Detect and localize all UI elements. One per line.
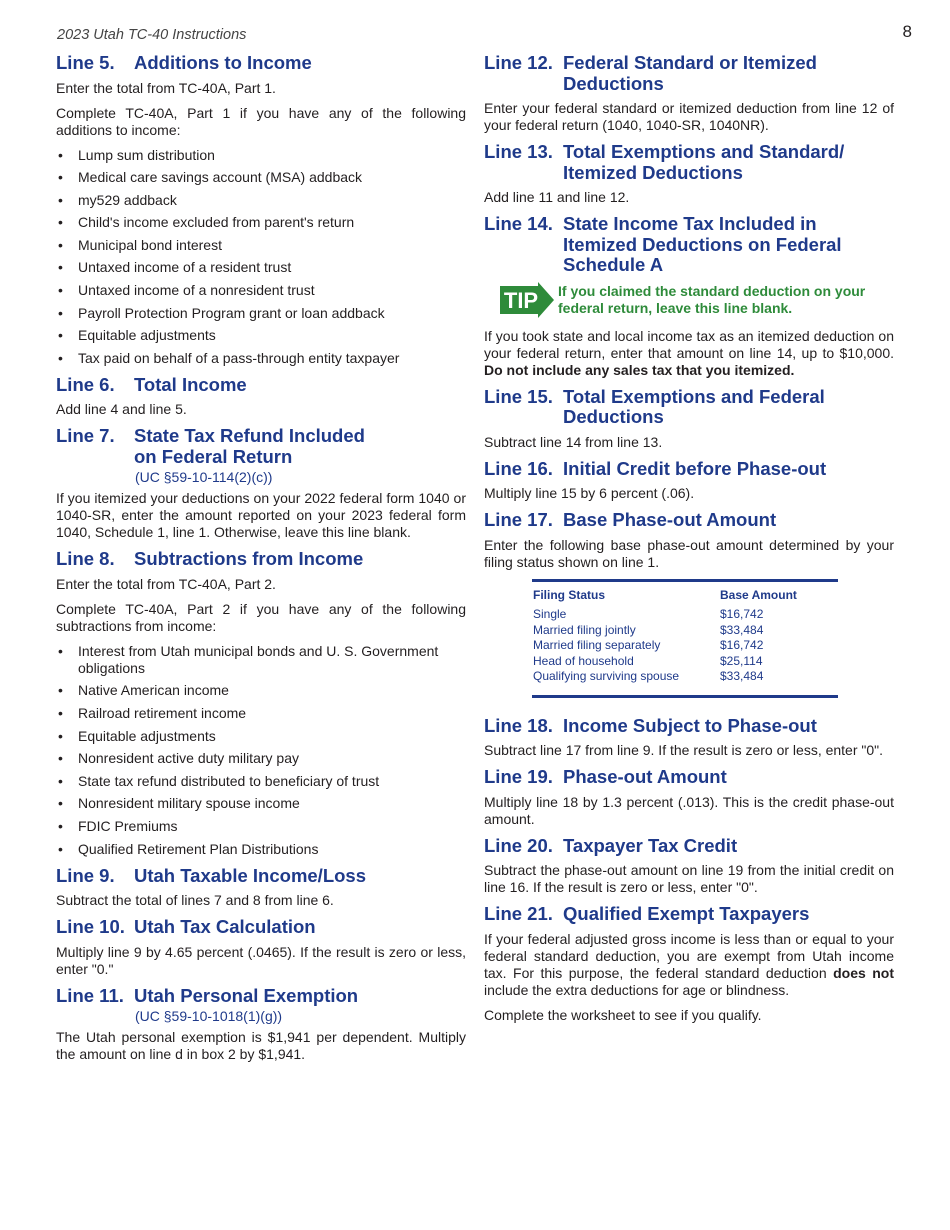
section-line-19 — [484, 767, 894, 828]
section-heading: Line 7. State Tax Refund Included on Federal Return — [56, 425, 365, 467]
section-line-9 — [56, 866, 466, 910]
table-row: Qualifying surviving spouse $33,484 — [533, 669, 764, 683]
document-title: 2023 Utah TC-40 Instructions — [57, 27, 247, 43]
paragraph: Subtract line 14 from line 13. — [484, 433, 663, 450]
section-heading: Line 12. Federal Standard or Itemized Deductions — [484, 52, 817, 94]
list-item: • Municipal bond interest — [56, 237, 466, 254]
left-column — [56, 53, 466, 1071]
paragraph: Enter the following base phase-out amount determined by your filing status shown on line 1. — [484, 536, 894, 570]
section-heading: Line 19. Phase-out Amount — [484, 766, 727, 787]
paragraph: Multiply line 15 by 6 percent (.06). — [484, 485, 695, 501]
additions-list — [56, 147, 466, 367]
list-item: • Equitable adjustments — [56, 327, 466, 344]
section-line-11 — [56, 986, 466, 1064]
section-heading: Line 9. Utah Taxable Income/Loss — [56, 864, 366, 886]
bold-note: does not — [833, 964, 895, 981]
list-item: • Nonresident active duty military pay — [56, 750, 466, 767]
list-item: • Medical care savings account (MSA) addback — [56, 169, 466, 186]
list-item: • Native American income — [56, 682, 466, 699]
subtractions-list — [56, 643, 466, 858]
list-item: • Equitable adjustments — [56, 728, 466, 745]
list-item: • Payroll Protection Program grant or loan addback — [56, 305, 466, 322]
section-heading: Line 10. Utah Tax Calculation — [56, 916, 316, 938]
section-line-5 — [56, 53, 466, 367]
section-line-15 — [484, 387, 894, 451]
section-line-18 — [484, 716, 894, 760]
list-item: • Child's income excluded from parent's return — [56, 214, 466, 231]
section-line-6 — [56, 375, 466, 419]
section-heading: Line 18. Income Subject to Phase-out — [484, 714, 817, 736]
tip-text: If you claimed the standard deduction on your federal return, leave this line blank. — [558, 282, 866, 316]
paragraph: Complete TC-40A, Part 1 if you have any of the following additions to income: — [56, 104, 466, 138]
section-line-21 — [484, 904, 894, 1024]
section-heading: Line 21. Qualified Exempt Taxpayers — [484, 903, 810, 924]
section-heading: Line 11. Utah Personal Exemption — [56, 984, 359, 1006]
statute-citation: (UC §59-10-114(2)(c)) — [135, 469, 273, 486]
section-heading: Line 6. Total Income — [56, 373, 247, 395]
statute-citation: (UC §59-10-1018(1)(g)) — [135, 1008, 283, 1025]
list-item: • Tax paid on behalf of a pass-through entity taxpayer — [56, 350, 466, 367]
list-item: • my529 addback — [56, 192, 466, 209]
section-line-7 — [56, 426, 466, 541]
paragraph: Enter the total from TC-40A, Part 2. — [56, 575, 276, 592]
page-number: 8 — [902, 22, 912, 41]
section-line-20 — [484, 836, 894, 897]
paragraph: Multiply line 9 by 4.65 percent (.0465). If the result is zero or less, enter "0." — [56, 943, 466, 977]
section-heading: Line 20. Taxpayer Tax Credit — [484, 834, 738, 856]
paragraph: Multiply line 18 by 1.3 percent (.013). This is the credit phase-out amount. — [484, 793, 894, 827]
section-heading: Line 8. Subtractions from Income — [56, 548, 364, 570]
section-line-12 — [484, 53, 894, 134]
paragraph: Complete TC-40A, Part 2 if you have any of the following subtractions from income: — [56, 600, 466, 634]
section-line-14 — [484, 214, 894, 379]
paragraph: Enter your federal standard or itemized deduction from line 12 of your federal return (1040, 1040-SR, 1040NR). — [484, 100, 894, 133]
paragraph: Add line 11 and line 12. — [484, 189, 630, 205]
section-line-17 — [484, 510, 894, 698]
section-heading: Line 17. Base Phase-out Amount — [484, 509, 777, 530]
paragraph: Subtract the total of lines 7 and 8 from line 6. — [56, 892, 334, 909]
table-row: Head of household $25,114 — [533, 653, 763, 668]
section-heading: Line 16. Initial Credit before Phase-out — [484, 457, 827, 479]
section-heading: Line 13. Total Exemptions and Standard/ Itemized Deductions — [484, 141, 845, 183]
paragraph: Complete the worksheet to see if you qualify. — [484, 1006, 762, 1023]
paragraph: If you took state and local income tax as an itemized deduction on your federal return, enter that amount on line 14, up to $10,000. Do not include any sales tax that you itemized. — [484, 327, 894, 378]
list-item: • Untaxed income of a resident trust — [56, 259, 466, 276]
paragraph: Subtract the phase-out amount on line 19 from the initial credit on line 16. If the result is zero or less, enter "0". — [484, 862, 894, 895]
section-line-13 — [484, 142, 894, 206]
section-line-16 — [484, 459, 894, 503]
bold-note: Do not include any sales tax that you itemized. — [484, 361, 795, 378]
list-item: • State tax refund distributed to beneficiary of trust — [56, 773, 466, 790]
tip-arrow-icon — [500, 282, 554, 318]
section-heading: Line 5. Additions to Income — [56, 52, 312, 73]
list-item: • Qualified Retirement Plan Distributions — [56, 841, 466, 858]
section-line-10 — [56, 917, 466, 978]
table-row: Single $16,742 — [533, 607, 764, 621]
list-item: • Interest from Utah municipal bonds and U. S. Government obligations — [56, 643, 466, 677]
table-header: Filing Status Base Amount — [533, 587, 797, 602]
paragraph: Add line 4 and line 5. — [56, 401, 187, 418]
list-item: • Railroad retirement income — [56, 705, 466, 722]
paragraph: If you itemized your deductions on your 2022 federal form 1040 or 1040-SR, enter the amount reported on your 2023 federal form 1040, Schedule 1, line 1. Otherwise, leave this line blank. — [56, 490, 466, 541]
table-row: Married filing separately $16,742 — [533, 638, 764, 652]
list-item: • Untaxed income of a nonresident trust — [56, 282, 466, 299]
list-item: • Nonresident military spouse income — [56, 795, 466, 812]
right-column — [484, 53, 894, 1032]
section-heading: Line 14. State Income Tax Included in Itemized Deductions on Federal Schedule A — [484, 213, 842, 275]
paragraph: If your federal adjusted gross income is less than or equal to your federal standard deduction, you are exempt from Utah income tax. For this purpose, the federal standard deduction does not include the extra deductions for age or blindness. — [484, 930, 895, 998]
section-line-8 — [56, 549, 466, 857]
paragraph: Subtract line 17 from line 9. If the result is zero or less, enter "0". — [484, 742, 884, 758]
list-item: • FDIC Premiums — [56, 818, 466, 835]
tip-label: TIP — [503, 287, 539, 313]
paragraph: Enter the total from TC-40A, Part 1. — [56, 79, 276, 96]
paragraph: The Utah personal exemption is $1,941 per dependent. Multiply the amount on line d in box 2 by $1,941. — [56, 1029, 466, 1063]
section-heading: Line 15. Total Exemptions and Federal Deductions — [484, 385, 825, 427]
list-item: • Lump sum distribution — [56, 147, 466, 164]
base-phaseout-table — [532, 579, 838, 698]
tip-callout — [500, 282, 894, 318]
table-row: Married filing jointly $33,484 — [533, 622, 764, 637]
